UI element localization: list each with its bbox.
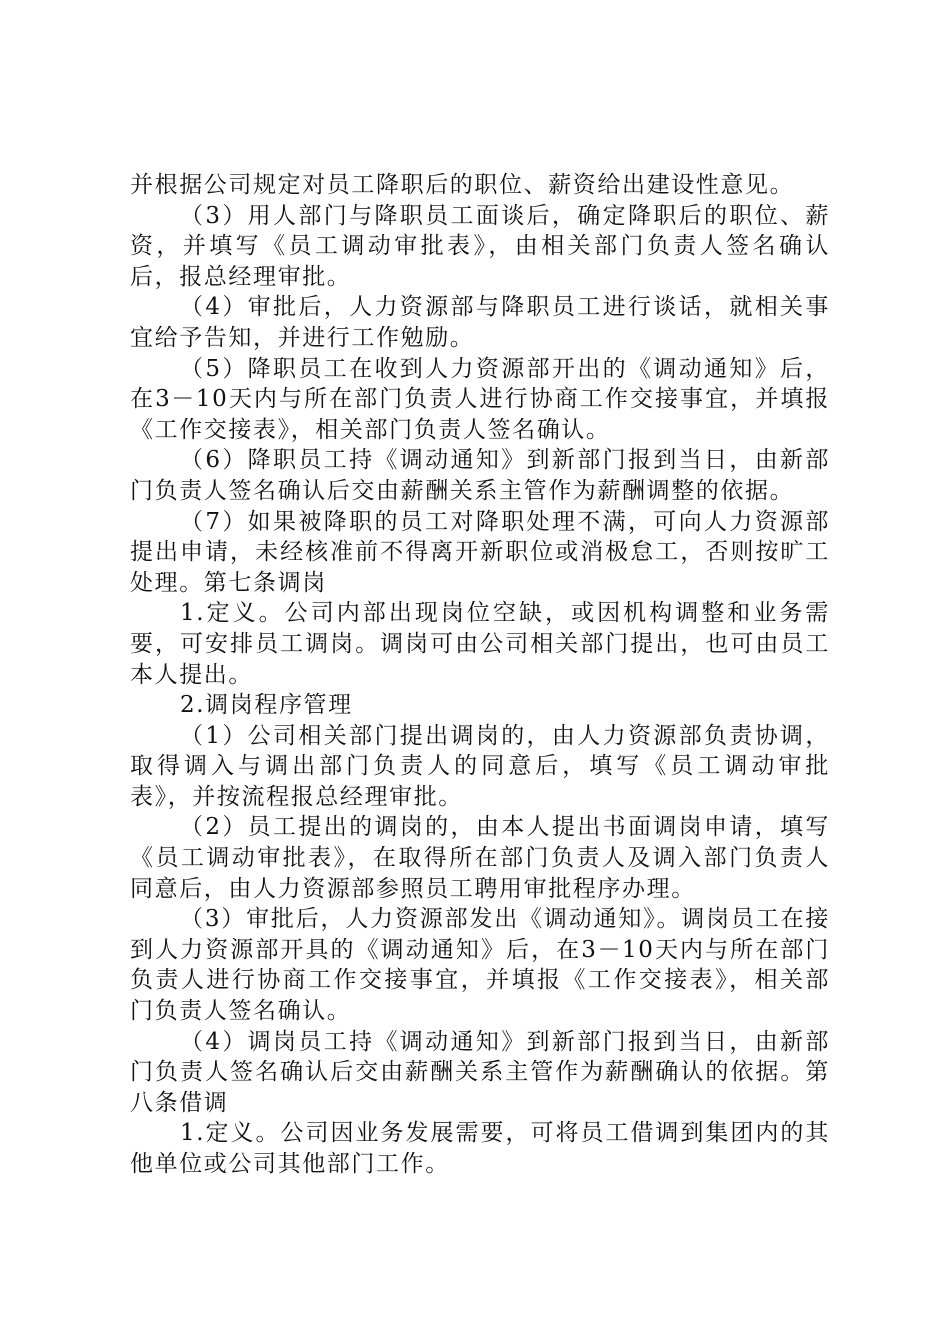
paragraph-step-3: （3）用人部门与降职员工面谈后，确定降职后的职位、薪资，并填写《员工调动审批表》，由相关部门负责人签名确认后，报总经理审批。 <box>130 202 830 290</box>
paragraph-step-7: （7）如果被降职的员工对降职处理不满，可向人力资源部提出申请，未经核准前不得离开新职位或消极怠工，否则按旷工处理。第七条调岗 <box>130 508 830 596</box>
paragraph-secondment-definition: 1.定义。公司因业务发展需要，可将员工借调到集团内的其他单位或公司其他部门工作。 <box>130 1120 830 1177</box>
paragraph-transfer-step-3: （3）审批后，人力资源部发出《调动通知》。调岗员工在接到人力资源部开具的《调动通知》后，在3－10天内与所在部门负责人进行协商工作交接事宜，并填报《工作交接表》，相关部门负责人签名确认。 <box>130 906 830 1025</box>
document-page <box>130 170 830 1180</box>
paragraph-step-5: （5）降职员工在收到人力资源部开出的《调动通知》后，在3－10天内与所在部门负责人进行协商工作交接事宜，并填报《工作交接表》，相关部门负责人签名确认。 <box>130 355 830 443</box>
paragraph-transfer-step-1: （1）公司相关部门提出调岗的，由人力资源部负责协调，取得调入与调出部门负责人的同意后，填写《员工调动审批表》，并按流程报总经理审批。 <box>130 722 830 810</box>
paragraph-step-4: （4）审批后，人力资源部与降职员工进行谈话，就相关事宜给予告知，并进行工作勉励。 <box>130 294 830 351</box>
paragraph-step-6: （6）降职员工持《调动通知》到新部门报到当日，由新部门负责人签名确认后交由薪酬关系主管作为薪酬调整的依据。 <box>130 447 830 504</box>
paragraph-transfer-step-4: （4）调岗员工持《调动通知》到新部门报到当日，由新部门负责人签名确认后交由薪酬关系主管作为薪酬确认的依据。第八条借调 <box>130 1028 830 1116</box>
paragraph-transfer-step-2: （2）员工提出的调岗的，由本人提出书面调岗申请，填写《员工调动审批表》，在取得所在部门负责人及调入部门负责人同意后，由人力资源部参照员工聘用审批程序办理。 <box>130 814 830 902</box>
paragraph-transfer-definition: 1.定义。公司内部出现岗位空缺，或因机构调整和业务需要，可安排员工调岗。调岗可由公司相关部门提出，也可由员工本人提出。 <box>130 600 830 688</box>
paragraph-continuation: 并根据公司规定对员工降职后的职位、薪资给出建设性意见。 <box>130 172 795 198</box>
paragraph-transfer-procedure-heading: 2.调岗程序管理 <box>180 692 353 719</box>
